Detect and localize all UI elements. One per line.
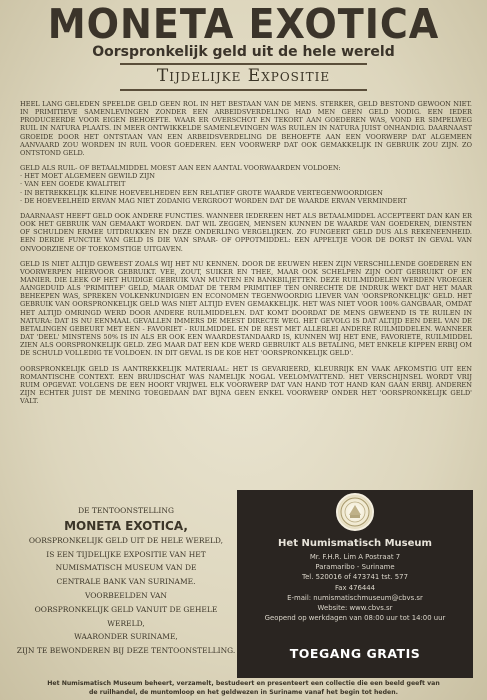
paragraph-functions: DAARNAAST HEEFT GELD OOK ANDERE FUNCTIES. WANNEER IEDEREEN HET ALS BETAALMIDDEL ACCEPTEERT DAN KAN ER OOK HET GEBRUIK VAN GEMAAKT WORDEN. DAT WIL ZEGGEN, MENSEN KUNNEN DE WAARDE VAN GOEDEREN, DIENSTEN OF SCHULDEN ERMEE UITDRUKKEN EN DEZE ONDERLING VERGELIJKEN. ZO FUNGEERT GELD DUS ALS REKENEENHEID. EEN DERDE FUNCTIE VAN GELD IS DIE VAN SPAAR- OF OPPOTMIDDEL: EEN APPELTJE VOOR DE DORST IN GEVAL VAN ONVOORZIENE OF TOEKOMSTIGE UITGAVEN. [20,211,472,253]
paragraph-original-money: GELD IS NIET ALTIJD GEWEEST ZOALS WIJ HET NU KENNEN. DOOR DE EEUWEN HEEN ZIJN VERSCHILLENDE GOEDEREN EN VOORWERPEN HIERVOOR GEBRUIKT. VEE, ZOUT, SUIKER EN THEE, MAAR OOK SCHELPEN ZIJN OOIT GEBRUIKT OF EN MANIER. DIE LEEK OF HET HUIDIGE GEBRUIK VAN MUNTEN EN BANKBILJETTEN. DEZE RUILMIDDELEN WERDEN VROEGER AANGEDUID ALS 'PRIMITIEF' GELD, MAAR OMDAT DE TERM PRIMITIEF TEN ONRECHTE DE INDRUK WEKT DAT HET MAAR BEHEEPEN WAS, SPREKEN VOLKENKUNDIGEN EN ECONOMEN TEGENWOORDIG LIEVER VAN 'OORSPRONKELIJK' GELD. HET GEBRUIK VAN OORSPRONKELIJK GELD WAS NIET ALTIJD EVEN GEMAKKELIJK. HET WAS NIET VOOR 100% GANGBAAR, OMDAT HET ALTIJD OMRINGD WERD DOOR ANDERE RUILMIDDELEN. DAT KOMT DOORDAT DE MENS GEWEEND IS TE RUILEN IN NATURA: DAT IS NU EENMAAL GEVALLEN IMMERS DE MEEST DIRECTE WEG. HET GEVOLG IS DAT ALTIJD EEN DEEL VAN DE BETALINGEN GEBEURT MET EEN - FAVORIET - RUILMIDDEL EN DE REST MET ALLERLEI ANDERE RUILMIDDELEN. WANNEER DAT 'DEEL' MINSTENS 50% IS IN ALS ER OOK EEN WAARDESTANDAARD IS, KUNNEN WIJ HET ENE, FAVORIETE, RUILMIDDEL ZIEN ALS OORSPRONKELIJK GELD. ZEG MAAR DAT EEN KDE WERD GEBRUIKT ALS BETALING, MET ENKELE KIPPEN ERBIJ OM DE SCHULD VOLLEDIG TE VOLDOEN. IN DIT GEVAL IS DE KOE HET 'OORSPRONKELIJK GELD'. [20,259,472,358]
seal-icon [338,495,372,529]
opening-hours: Geopend op werkdagen van 08:00 uur tot 14:00 uur [264,614,446,623]
paragraph-history: HEEL LANG GELEDEN SPEELDE GELD GEEN ROL IN HET BESTAAN VAN DE MENS. STERKER, GELD BESTOND GEWOON NIET. IN PRIMITIEVE SAMENLEVINGEN ZONDER EEN ARBEIDSVERDELING HAD MEN GEEN GELD NODIG. EEN IEDER PRODUCEERDE VOOR EIGEN BEHOEFTE. WAAR ER OVERSCHOT EN TEKORT AAN GOEDEREN WAS, VOND ER SIMPELWEG RUIL IN NATURA PLAATS. IN MEER ONTWIKKELDE SAMENLEVINGEN WAS RUILEN IN NATURA JUIST ONHANDIG. DAARNAAST GROEIDE DOOR HET ONTSTAAN VAN EEN ARBEIDSVERDELING DE BEHOEFTE AAN EEN VOORWERP DAT ALGEMEEN AANVAARD ZOU WORDEN IN RUIL VOOR GOEDEREN. EEN VOORWERP DAT OOK GEMAKKELIJK IN GEBRUIK ZOU ZIJN. ZO ONTSTOND GELD. [20,100,472,157]
list-item: · IN BETREKKELIJK KLEINE HOEVEELHEDEN EEN RELATIEF GROTE WAARDE VERTEGENWOORDIGEN [20,189,472,197]
museum-name: Het Numismatisch Museum [278,538,432,549]
info-line: ZIJN TE BEWONDEREN BIJ DEZE TENTOONSTELLING. [16,646,236,656]
museum-email: E-mail: numismatischmuseum@cbvs.sr [287,593,423,602]
poster-subtitle: Oorspronkelijk geld uit de hele wereld [92,44,395,60]
info-line: CENTRALE BANK VAN SURINAME. [56,577,196,587]
museum-city: Paramaribo - Suriname [315,563,395,572]
info-line: IS EEN TIJDELIJKE EXPOSITIE VAN HET [46,549,206,559]
info-line: VOORBEELDEN VAN [85,590,167,600]
list-item: · VAN EEN GOEDE KWALITEIT [20,180,472,188]
list-item: · HET MOET ALGEMEEN GEWILD ZIJN [20,172,472,180]
divider-top [120,63,367,65]
footer-note [0,680,487,700]
conditions-list [20,172,472,205]
exhibition-name: MONETA EXOTICA, [64,518,188,533]
museum-address: Mr. F.H.R. Lim A Postraat 7 [309,553,401,561]
info-line: OORSPRONKELIJK GELD VANUIT DE GEHELE WERELD, [34,604,218,628]
info-line: WAARONDER SURINAME, [74,632,178,642]
museum-website: Website: www.cbvs.sr [317,604,393,613]
poster-title: MONETA EXOTICA [47,0,440,48]
info-line: DE TENTOONSTELLING [78,506,174,515]
article-body [20,100,472,412]
museum-phone: Tel. 520016 of 473741 tst. 577 [302,573,408,582]
footer-line: de ruilhandel, de muntomloop en het geldwezen in Suriname vanaf het begin tot heden. [88,688,398,696]
free-admission: TOEGANG GRATIS [289,646,421,661]
list-item: · DE HOEVEELHEID ERVAN MAG NIET ZODANIG VERGROOT WORDEN DAT DE WAARDE ERVAN VERMINDERT [20,197,472,205]
exhibition-info [15,494,237,678]
divider-bottom [120,89,367,91]
paragraph-conditions-intro: GELD ALS RUIL- OF BETAALMIDDEL MOEST AAN EEN AANTAL VOORWAARDEN VOLDOEN: [20,164,341,173]
info-line: NUMISMATISCH MUSEUM VAN DE [55,563,197,573]
museum-fax: Fax 476444 [334,583,376,592]
exposition-heading: Tijdelijke Expositie [156,66,331,86]
museum-contact-box [237,490,473,678]
info-line: OORSPRONKELIJK GELD UIT DE HELE WERELD, [28,535,224,545]
paragraph-attractive-material: OORSPRONKELIJK GELD IS AANTREKKELIJK MATERIAAL: HET IS GEVARIEERD, KLEURRIJK EN VAAK AFKOMSTIG UIT EEN ROMANTISCHE CONTEXT. EEN BRUIDSCHAT WAS NAMELIJK NOGAL VEELOMVATTEND. HET VERSCHIJNSEL WORDT VRIJ RUIM OPGEVAT. VOLGENS DE EEN HOORT VRIJWEL ELK VOORWERP DAT VAN HAND TOT HAND KAN GAAN ERBIJ. ANDEREN ZIJN ECHTER JUIST DE MENING TOEGEDAAN DAT BIJNA GEEN ENKEL VOORWERP ONDER HET 'OORSPRONKELIJK GELD' VALT. [20,364,472,406]
contact-details [237,552,473,623]
bank-seal-logo [336,493,374,531]
footer-line: Het Numismatisch Museum beheert, verzamelt, bestudeert en presenteert een collectie die een beeld geeft van [47,680,440,687]
